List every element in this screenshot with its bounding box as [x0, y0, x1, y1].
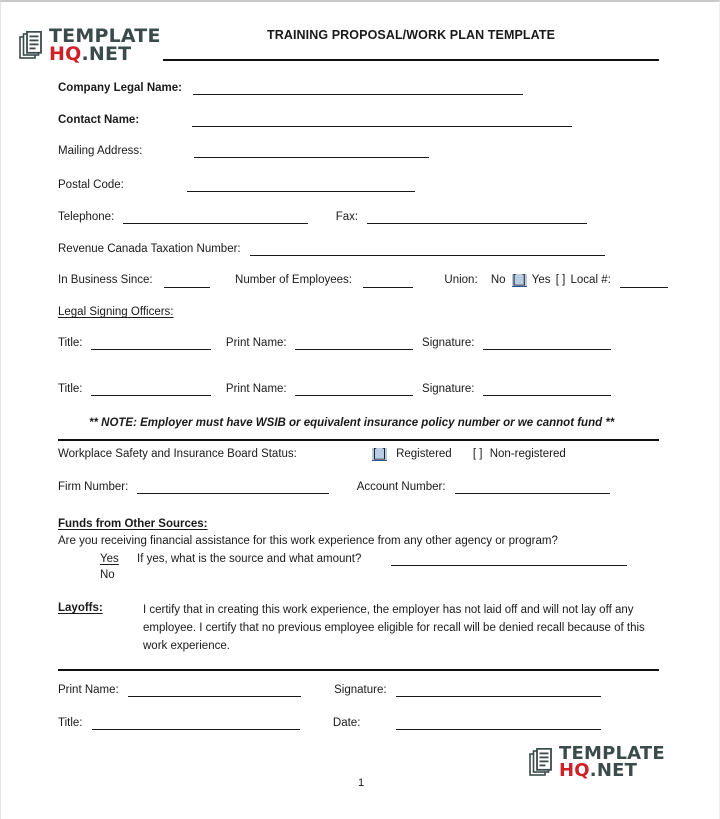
brand-dot: .: [589, 759, 597, 781]
brand-hq: HQ: [49, 42, 82, 65]
date-label: Date:: [332, 717, 361, 729]
wsib-note: ** NOTE: Employer must have WSIB or equivalent insurance policy number or we cannot fund **: [89, 417, 615, 429]
officer-2-print-name-input[interactable]: [295, 384, 413, 396]
signing-officer-row-2: [58, 382, 611, 396]
mailing-address-input[interactable]: [194, 146, 429, 158]
documents-stack-icon: [19, 31, 45, 61]
fax-label: Fax:: [335, 211, 359, 223]
signoff-print-name-input[interactable]: [128, 685, 301, 697]
layoffs-body-text: I certify that in creating this work experience, the employer has not laid off and will not lay off any employee. I certify that no previous employee eligible for recall will be denied recall because of this work experience.: [143, 604, 645, 652]
in-business-since-input[interactable]: [164, 277, 210, 288]
contact-name-input[interactable]: [192, 115, 572, 127]
section-divider-signoff: [58, 669, 659, 671]
other-funds-source-amount-input[interactable]: [391, 554, 627, 566]
signature-label: Signature:: [422, 337, 475, 349]
wsib-status-label: Workplace Safety and Insurance Board Status:: [58, 448, 297, 460]
brand-wordmark: [49, 25, 161, 65]
officer-1-title-input[interactable]: [91, 338, 211, 350]
local-number-input[interactable]: [620, 277, 668, 288]
other-funds-question: Are you receiving financial assistance for this work experience from any other agency or program?: [58, 535, 558, 547]
print-name-label: Print Name:: [225, 383, 287, 395]
brand-hq: HQ: [559, 759, 590, 781]
field-company-legal-name: [58, 81, 523, 95]
number-of-employees-label: Number of Employees:: [235, 274, 352, 286]
wsib-status-row: [58, 447, 566, 461]
wsib-registered-checkbox[interactable]: [_]: [373, 448, 386, 460]
fax-input[interactable]: [367, 212, 587, 224]
signature-label: Signature:: [334, 684, 387, 696]
other-funds-no-option[interactable]: No: [100, 569, 115, 581]
field-postal-code: [58, 178, 415, 192]
page-title: TRAINING PROPOSAL/WORK PLAN TEMPLATE: [266, 28, 556, 42]
wsib-non-registered-label: Non-registered: [489, 448, 566, 460]
footer-brand-logo: [529, 743, 665, 781]
other-funds-heading: Funds from Other Sources:: [58, 518, 208, 530]
officer-1-signature-input[interactable]: [483, 338, 611, 350]
signoff-date-input[interactable]: [396, 718, 601, 730]
union-yes-label: Yes: [531, 274, 551, 286]
field-mailing-address: [58, 144, 429, 158]
signoff-title-date-row: [58, 716, 601, 730]
officer-2-title-input[interactable]: [91, 384, 211, 396]
union-no-checkbox[interactable]: [_]: [512, 274, 526, 286]
in-business-since-label: In Business Since:: [58, 274, 153, 286]
signature-label: Signature:: [422, 383, 475, 395]
number-of-employees-input[interactable]: [363, 277, 413, 288]
page-number: 1: [357, 777, 365, 789]
union-label: Union:: [444, 274, 478, 286]
local-number-label: Local #:: [570, 274, 611, 286]
brand-net: NET: [596, 759, 638, 781]
field-label: Postal Code:: [58, 179, 124, 191]
account-number-input[interactable]: [455, 482, 610, 494]
footer-brand-wordmark: [559, 743, 665, 781]
postal-code-input[interactable]: [187, 180, 415, 192]
title-label: Title:: [58, 717, 83, 729]
signoff-signature-input[interactable]: [396, 685, 601, 697]
signoff-print-name-row: [58, 683, 601, 697]
legal-signing-officers-heading: Legal Signing Officers:: [58, 306, 174, 318]
print-name-label: Print Name:: [225, 337, 287, 349]
field-contact-name: [58, 113, 572, 127]
union-no-label: No: [490, 274, 506, 286]
telephone-input[interactable]: [123, 212, 308, 224]
field-label: Mailing Address:: [58, 145, 143, 157]
telephone-label: Telephone:: [58, 211, 115, 223]
brand-dot: .: [81, 42, 89, 65]
field-label: Contact Name:: [58, 114, 140, 126]
other-funds-followup-row: [137, 552, 627, 566]
title-label: Title:: [58, 383, 83, 395]
other-funds-yes-option[interactable]: Yes: [100, 553, 119, 565]
wsib-registered-label: Registered: [396, 448, 452, 460]
officer-2-signature-input[interactable]: [483, 384, 611, 396]
revenue-canada-input[interactable]: [250, 244, 605, 256]
firm-number-label: Firm Number:: [58, 481, 129, 493]
documents-stack-icon: [529, 748, 555, 778]
brand-line-template: TEMPLATE: [559, 743, 665, 764]
account-number-label: Account Number:: [356, 481, 446, 493]
document-header: [1, 2, 720, 70]
wsib-non-registered-checkbox[interactable]: [ ]: [472, 448, 483, 460]
brand-line-hqnet: [559, 759, 665, 781]
signing-officer-row-1: [58, 336, 611, 350]
brand-line-template: TEMPLATE: [49, 25, 161, 47]
brand-logo: [19, 25, 161, 65]
field-business-employees-union: [58, 273, 668, 288]
wsib-numbers-row: [58, 480, 610, 494]
title-label: Title:: [58, 337, 83, 349]
company-legal-name-input[interactable]: [193, 83, 523, 95]
firm-number-input[interactable]: [137, 482, 329, 494]
print-name-label: Print Name:: [58, 684, 119, 696]
field-telephone-fax: [58, 210, 587, 224]
other-funds-followup-label: If yes, what is the source and what amount?: [137, 553, 362, 565]
header-divider: [163, 59, 659, 61]
section-divider-wsib: [58, 439, 659, 441]
brand-net: NET: [88, 42, 132, 65]
field-label: Revenue Canada Taxation Number:: [58, 243, 241, 255]
union-yes-checkbox[interactable]: [ ]: [555, 274, 566, 286]
layoffs-label: Layoffs:: [58, 602, 103, 614]
field-label: Company Legal Name:: [58, 82, 182, 94]
brand-line-hqnet: [49, 42, 161, 65]
field-revenue-canada-number: [58, 242, 605, 256]
signoff-title-input[interactable]: [92, 718, 300, 730]
officer-1-print-name-input[interactable]: [295, 338, 413, 350]
